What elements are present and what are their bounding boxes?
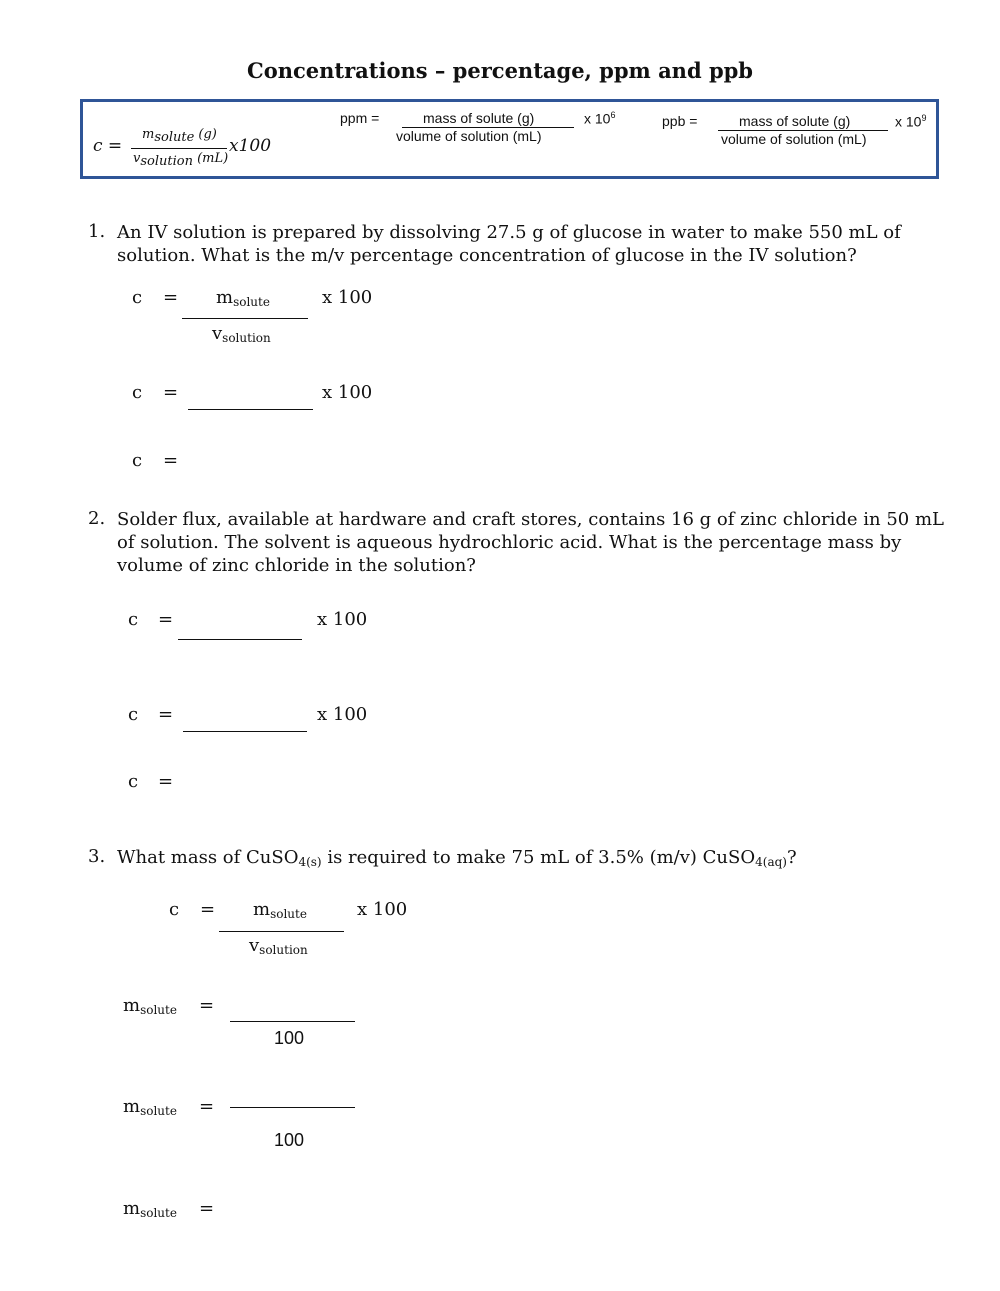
question-3-text: What mass of CuSO$_{4(s)}$ is required to make 75 mL of 3.5% (m/v) CuSO$_{4(aq)}$?: [117, 847, 797, 869]
percent-formula-multiplier: x100: [229, 136, 272, 156]
q2-step1-times-100: x 100: [317, 609, 368, 630]
q3-step2-denominator: 100: [274, 1028, 305, 1048]
q3-step4-equals: =: [199, 1198, 215, 1219]
q3-step4-lhs: $m_{solute}$: [123, 1198, 177, 1220]
q3-step3-denominator: 100: [274, 1130, 305, 1150]
ppm-formula-multiplier: x $10^6$: [584, 110, 616, 127]
q1-step1-equals: =: [163, 287, 179, 308]
q3-step1-times-100: x 100: [357, 899, 408, 920]
question-3-number: 3.: [88, 846, 106, 867]
question-1-number: 1.: [88, 221, 106, 242]
percent-formula-numerator: $m_{solute}$ (g): [142, 127, 217, 145]
q3-step3-equals: =: [199, 1096, 215, 1117]
q1-step1-denominator: $v_{solution}$: [212, 323, 271, 345]
q2-step2-times-100: x 100: [317, 704, 368, 725]
q3-step3-fraction-bar: [230, 1107, 355, 1108]
q2-step2-c: c: [128, 704, 139, 725]
percent-formula-lhs: c =: [93, 136, 123, 156]
q1-step1-c: c: [132, 287, 143, 308]
q2-step1-blank-fraction-bar: [178, 639, 302, 640]
q1-step1-fraction-bar: [182, 318, 308, 319]
q1-step2-c: c: [132, 382, 143, 403]
q2-step1-equals: =: [158, 609, 174, 630]
q3-step1-equals: =: [200, 899, 216, 920]
percent-formula-fraction-bar: [131, 148, 227, 149]
q2-step1-c: c: [128, 609, 139, 630]
q3-step2-fraction-bar: [230, 1021, 355, 1022]
ppb-formula-lhs: ppb =: [662, 113, 698, 129]
q1-step2-equals: =: [163, 382, 179, 403]
ppm-formula-numerator: mass of solute (g): [423, 110, 535, 126]
q3-step2-equals: =: [199, 995, 215, 1016]
ppm-formula-denominator: volume of solution (mL): [396, 128, 542, 144]
q2-step3-c: c: [128, 771, 139, 792]
q1-step1-times-100: x 100: [322, 287, 373, 308]
q2-step2-equals: =: [158, 704, 174, 725]
q1-step2-times-100: x 100: [322, 382, 373, 403]
page-title: Concentrations – percentage, ppm and ppb: [247, 58, 753, 83]
ppb-formula-numerator: mass of solute (g): [739, 113, 851, 129]
q1-step1-numerator: $m_{solute}$: [216, 287, 270, 309]
q1-step3-equals: =: [163, 450, 179, 471]
q1-step3-c: c: [132, 450, 143, 471]
ppb-formula-denominator: volume of solution (mL): [721, 131, 867, 147]
q3-step1-fraction-bar: [219, 931, 344, 932]
question-2-text: Solder flux, available at hardware and craft stores, contains 16 g of zinc chloride in 50 mL of solution. The solvent is aqueous hydrochloric acid. What is the percentage mass by volume of zinc chloride in the solution?: [117, 509, 945, 576]
percent-formula-denominator: $v_{solution}$ (mL): [133, 151, 229, 169]
ppb-formula-multiplier: x $10^9$: [895, 113, 927, 130]
q3-step2-lhs: $m_{solute}$: [123, 995, 177, 1017]
q3-step1-numerator: $m_{solute}$: [253, 899, 307, 921]
q3-step1-denominator: $v_{solution}$: [249, 935, 308, 957]
q3-step3-lhs: $m_{solute}$: [123, 1096, 177, 1118]
ppm-formula-lhs: ppm =: [340, 110, 380, 126]
q2-step3-equals: =: [158, 771, 174, 792]
q2-step2-blank-fraction-bar: [183, 731, 307, 732]
question-2-number: 2.: [88, 508, 106, 529]
q3-step1-c: c: [169, 899, 180, 920]
question-1-text: An IV solution is prepared by dissolving 27.5 g of glucose in water to make 550 mL of solution. What is the m/v percentage concentration of glucose in the IV solution?: [117, 222, 901, 266]
q1-step2-blank-fraction-bar: [188, 409, 313, 410]
